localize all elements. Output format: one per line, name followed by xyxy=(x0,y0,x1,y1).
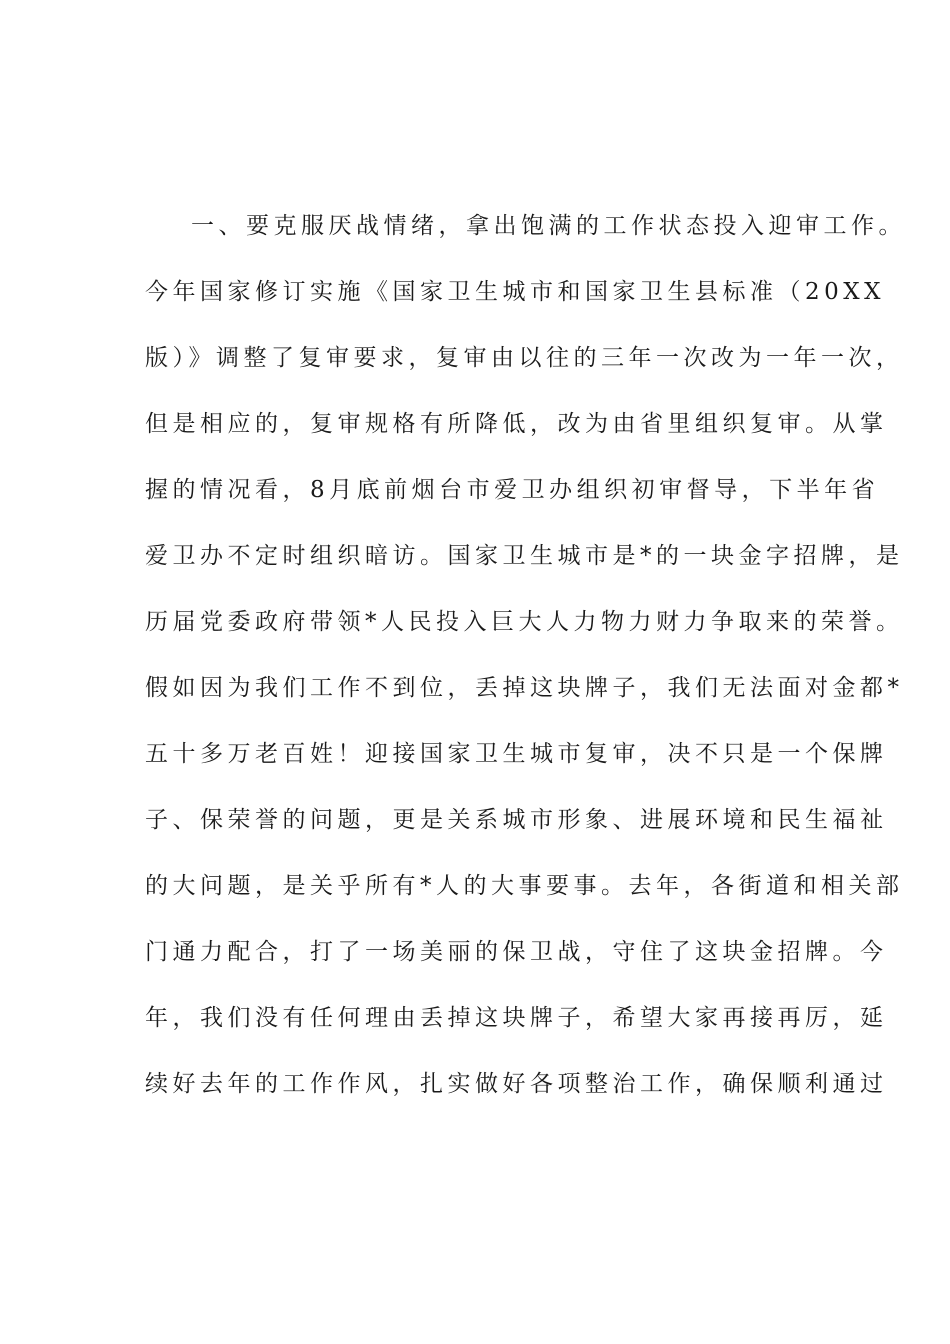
text-line: 年，我们没有任何理由丢掉这块牌子，希望大家再接再厉，延 xyxy=(145,1005,888,1031)
text-line: 但是相应的，复审规格有所降低，改为由省里组织复审。从掌 xyxy=(145,411,888,437)
text-line: 历届党委政府带领*人民投入巨大人力物力财力争取来的荣誉。 xyxy=(145,609,904,635)
body-paragraph xyxy=(145,200,906,1124)
text-line: 一、要克服厌战情绪，拿出饱满的工作状态投入迎审工作。 xyxy=(191,213,906,239)
text-line: 握的情况看，8月底前烟台市爱卫办组织初审督导，下半年省 xyxy=(145,477,880,503)
text-line: 的大问题，是关乎所有*人的大事要事。去年，各街道和相关部 xyxy=(145,873,904,899)
text-line: 版）》调整了复审要求，复审由以往的三年一次改为一年一次， xyxy=(145,345,904,371)
text-line: 今年国家修订实施《国家卫生城市和国家卫生县标准（20XX xyxy=(145,279,886,305)
text-line: 假如因为我们工作不到位，丢掉这块牌子，我们无法面对金都* xyxy=(145,675,904,701)
text-line: 续好去年的工作作风，扎实做好各项整治工作，确保顺利通过 xyxy=(145,1071,888,1097)
text-line: 五十多万老百姓！迎接国家卫生城市复审，决不只是一个保牌 xyxy=(145,741,888,767)
text-line: 爱卫办不定时组织暗访。国家卫生城市是*的一块金字招牌，是 xyxy=(145,543,904,569)
text-line: 子、保荣誉的问题，更是关系城市形象、进展环境和民生福祉 xyxy=(145,807,888,833)
text-line: 门通力配合，打了一场美丽的保卫战，守住了这块金招牌。今 xyxy=(145,939,888,965)
